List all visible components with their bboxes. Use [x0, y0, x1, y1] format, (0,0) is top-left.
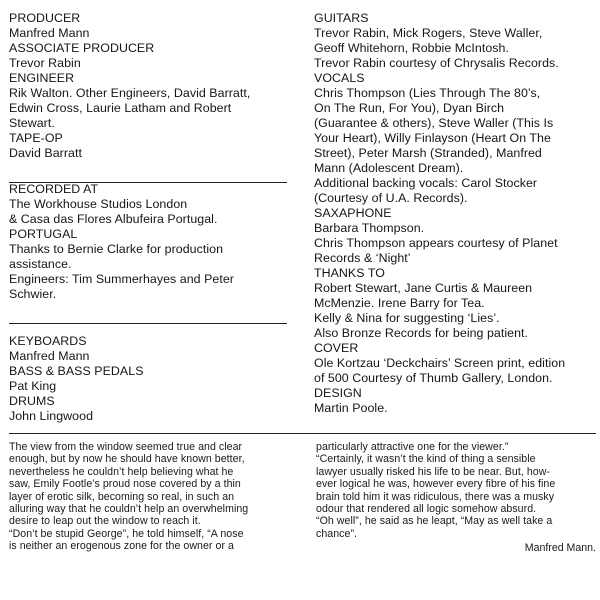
credit-line: McMenzie. Irene Barry for Tea.: [314, 296, 485, 310]
credit-line: & Casa das Flores Albufeira Portugal.: [9, 212, 218, 226]
credit-heading: THANKS TO: [314, 266, 385, 280]
credit-line: Your Heart), Willy Finlayson (Heart On The: [314, 131, 551, 145]
credit-heading: DESIGN: [314, 386, 362, 400]
credit-tape-op: [9, 131, 291, 161]
credit-guitars: [314, 11, 596, 71]
story-line: brain told him it was ridiculous, there was a musky: [316, 490, 555, 503]
credit-heading: GUITARS: [314, 11, 369, 25]
credit-line: Robert Stewart, Jane Curtis & Maureen: [314, 281, 533, 295]
credit-line: On The Run, For You), Dyan Birch: [314, 101, 505, 115]
credit-heading: BASS & BASS PEDALS: [9, 364, 144, 378]
story-line: The view from the window seemed true and clear: [9, 441, 243, 453]
credit-bass: [9, 364, 291, 394]
story-line: lawyer usually risked his life to be near. But, how-: [316, 465, 551, 478]
story-right-column: [316, 441, 596, 555]
credit-heading: KEYBOARDS: [9, 334, 87, 348]
credit-line: Chris Thompson appears courtesy of Planet: [314, 236, 558, 250]
credit-portugal: [9, 227, 291, 302]
credits-left-column: [9, 11, 291, 161]
divider-rule: [9, 323, 287, 324]
credit-line: Pat King: [9, 379, 57, 393]
story-divider-rule: [9, 433, 596, 434]
credit-line: Records & ‘Night’: [314, 251, 411, 265]
credits-right-column: [314, 11, 596, 416]
story-line: “Don’t be stupid George”, he told himself, “A nose: [9, 527, 244, 540]
credit-line: Kelly & Nina for suggesting ‘Lies’.: [314, 311, 500, 325]
credit-keyboards: [9, 334, 291, 364]
story-line: is neither an erogenous zone for the owner or a: [9, 540, 234, 553]
story-line: nevertheless he couldn’t help believing what he: [9, 465, 234, 478]
credit-vocals: [314, 71, 596, 206]
credit-heading: PORTUGAL: [9, 227, 78, 241]
credit-line: assistance.: [9, 257, 72, 271]
credit-line: Trevor Rabin, Mick Rogers, Steve Waller,: [314, 26, 543, 40]
credit-line: Ole Kortzau ‘Deckchairs’ Screen print, edition: [314, 356, 566, 370]
credit-line: John Lingwood: [9, 409, 94, 423]
story-line: odour that rendered all logic somehow absurd.: [316, 503, 537, 516]
story-signature: Manfred Mann.: [524, 542, 596, 555]
credit-line: (Guarantee & others), Steve Waller (This Is: [314, 116, 554, 130]
story-line: chance”.: [316, 527, 358, 540]
credit-line: Martin Poole.: [314, 401, 388, 415]
credit-line: Trevor Rabin courtesy of Chrysalis Records.: [314, 56, 559, 70]
credit-heading: SAXAPHONE: [314, 206, 392, 220]
credit-line: of 500 Courtesy of Thumb Gallery, London.: [314, 371, 553, 385]
credit-line: Manfred Mann: [9, 349, 90, 363]
credit-recorded-at: [9, 182, 291, 227]
credit-heading: ASSOCIATE PRODUCER: [9, 41, 155, 55]
credit-line: Rik Walton. Other Engineers, David Barratt,: [9, 86, 251, 100]
credit-line: David Barratt: [9, 146, 82, 160]
story-line: layer of erotic silk, becoming so real, in such an: [9, 490, 235, 503]
story-line: saw, Emily Footle’s proud nose covered by a thin: [9, 478, 241, 491]
credit-line: Street), Peter Marsh (Stranded), Manfred: [314, 146, 542, 160]
credit-line: Engineers: Tim Summerhayes and Peter: [9, 272, 234, 286]
credit-line: Also Bronze Records for being patient.: [314, 326, 529, 340]
credit-line: Geoff Whitehorn, Robbie McIntosh.: [314, 41, 509, 55]
story-line: “Oh well”, he said as he leapt, “May as well take a: [316, 515, 553, 528]
credit-producer: [9, 11, 291, 41]
credit-line: Edwin Cross, Laurie Latham and Robert: [9, 101, 232, 115]
credit-drums: [9, 394, 291, 424]
credit-line: Schwier.: [9, 287, 57, 301]
credit-heading: COVER: [314, 341, 359, 355]
credit-saxaphone: [314, 206, 596, 266]
credit-line: Barbara Thompson.: [314, 221, 425, 235]
credit-associate-producer: [9, 41, 291, 71]
story-left-column: [9, 441, 299, 553]
story-line: enough, but by now he should have known better,: [9, 453, 245, 466]
credit-heading: DRUMS: [9, 394, 55, 408]
credit-line: Additional backing vocals: Carol Stocker: [314, 176, 538, 190]
divider-rule: [9, 182, 287, 183]
credit-engineer: [9, 71, 291, 131]
story-line: ever logical he was, however every fibre of his fine: [316, 478, 556, 491]
credit-line: Chris Thompson (Lies Through The 80’s,: [314, 86, 541, 100]
story-line: particularly attractive one for the viewer.”: [316, 441, 509, 453]
credit-thanks-to: [314, 266, 596, 341]
credit-line: The Workhouse Studios London: [9, 197, 188, 211]
credit-heading: ENGINEER: [9, 71, 75, 85]
credit-design: [314, 386, 596, 416]
credit-heading: TAPE-OP: [9, 131, 63, 145]
credit-line: Thanks to Bernie Clarke for production: [9, 242, 224, 256]
credit-heading: PRODUCER: [9, 11, 81, 25]
credit-line: Stewart.: [9, 116, 55, 130]
credit-cover: [314, 341, 596, 386]
credit-line: Mann (Adolescent Dream).: [314, 161, 464, 175]
credit-heading: RECORDED AT: [9, 182, 99, 196]
credit-line: Trevor Rabin: [9, 56, 81, 70]
credit-line: Manfred Mann: [9, 26, 90, 40]
recording-section: [9, 182, 291, 302]
band-section: [9, 334, 291, 424]
credit-line: (Courtesy of U.A. Records).: [314, 191, 468, 205]
credit-heading: VOCALS: [314, 71, 365, 85]
story-line: desire to leap out the window to reach it.: [9, 515, 201, 528]
story-line: “Certainly, it wasn’t the kind of thing a sensible: [316, 453, 536, 466]
story-line: alluring way that he couldn’t help an overwhelming: [9, 503, 249, 516]
